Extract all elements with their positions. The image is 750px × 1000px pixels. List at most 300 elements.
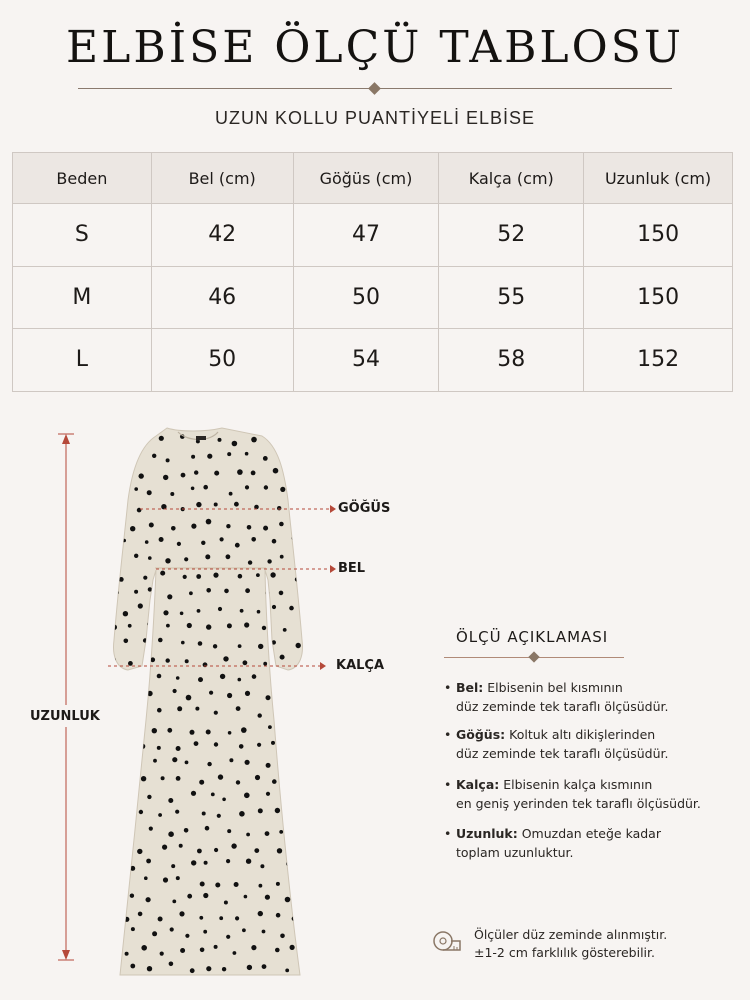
polka-dot xyxy=(265,895,270,900)
polka-dot xyxy=(109,934,113,938)
polka-dot xyxy=(302,624,306,628)
polka-dot xyxy=(214,945,218,949)
polka-dot xyxy=(138,676,143,681)
legend-text: düz zeminde tek taraflı ölçüsüdür. xyxy=(456,746,669,761)
polka-dot xyxy=(186,695,192,701)
polka-dot xyxy=(280,487,285,492)
polka-dot xyxy=(280,555,284,559)
polka-dot xyxy=(297,679,301,683)
cell-waist: 42 xyxy=(151,204,293,267)
polka-dot xyxy=(241,727,247,733)
polka-dot xyxy=(104,503,108,507)
polka-dot xyxy=(305,863,310,868)
polka-dot xyxy=(245,452,249,456)
polka-dot xyxy=(123,611,128,616)
legend-text: Koltuk altı dikişlerinden xyxy=(509,727,656,742)
header-hip: Kalça (cm) xyxy=(439,153,584,204)
polka-dot xyxy=(187,623,192,628)
polka-dot xyxy=(143,576,147,580)
polka-dot xyxy=(165,558,170,563)
polka-dot xyxy=(226,554,231,559)
polka-dot xyxy=(105,644,109,648)
polka-dot xyxy=(272,779,277,784)
polka-dot xyxy=(200,882,205,887)
polka-dot xyxy=(207,762,211,766)
polka-dot xyxy=(279,522,284,527)
polka-dot xyxy=(231,843,236,848)
polka-dot xyxy=(211,793,215,797)
polka-dot xyxy=(242,928,246,932)
polka-dot xyxy=(184,557,188,561)
polka-dot xyxy=(160,571,165,576)
polka-dot xyxy=(245,485,249,489)
cell-size: S xyxy=(13,204,152,267)
polka-dot xyxy=(103,471,107,475)
polka-dot xyxy=(276,913,281,918)
polka-dot xyxy=(158,917,163,922)
polka-dot xyxy=(166,624,170,628)
measuring-tape-icon xyxy=(432,928,462,954)
cell-chest: 54 xyxy=(293,329,439,392)
polka-dot xyxy=(112,900,117,905)
polka-dot xyxy=(268,725,272,729)
polka-dot xyxy=(245,760,250,765)
polka-dot xyxy=(290,880,295,885)
polka-dot xyxy=(214,503,218,507)
legend-text: Elbisenin kalça kısmının xyxy=(503,777,653,792)
note-line-1: Ölçüler düz zeminde alınmıştır. xyxy=(474,927,668,942)
polka-dot xyxy=(175,810,179,814)
polka-dot xyxy=(292,742,297,747)
polka-dot xyxy=(229,758,233,762)
polka-dot xyxy=(206,730,211,735)
polka-dot xyxy=(176,676,180,680)
polka-dot xyxy=(244,895,248,899)
polka-dot xyxy=(254,848,259,853)
cell-size: L xyxy=(13,329,152,392)
polka-dot xyxy=(255,775,260,780)
polka-dot xyxy=(130,964,135,969)
polka-dot xyxy=(206,519,212,525)
polka-dot xyxy=(103,950,108,955)
cell-chest: 50 xyxy=(293,266,439,329)
polka-dot xyxy=(247,965,252,970)
header-chest: Göğüs (cm) xyxy=(293,153,439,204)
polka-dot xyxy=(274,711,278,715)
polka-dot xyxy=(227,693,232,698)
polka-dot xyxy=(111,797,115,801)
polka-dot xyxy=(275,808,280,813)
polka-dot xyxy=(159,537,164,542)
polka-dot xyxy=(244,622,249,627)
polka-dot xyxy=(215,883,220,888)
polka-dot xyxy=(166,658,170,662)
polka-dot xyxy=(203,893,208,898)
polka-dot xyxy=(204,861,208,865)
polka-dot xyxy=(131,927,135,931)
header-size: Beden xyxy=(13,153,152,204)
polka-dot xyxy=(157,746,161,750)
polka-dot xyxy=(104,845,110,851)
polka-dot xyxy=(177,706,182,711)
polka-dot xyxy=(134,554,138,558)
polka-dot xyxy=(185,659,189,663)
cell-hip: 55 xyxy=(439,266,584,329)
polka-dot xyxy=(280,763,284,767)
polka-dot xyxy=(299,487,303,491)
polka-dot xyxy=(271,437,276,442)
legend-text: Omuzdan eteğe kadar xyxy=(521,826,661,841)
dress-shape xyxy=(114,428,303,975)
polka-dot xyxy=(107,914,111,918)
legend-term: Bel: xyxy=(456,680,484,695)
polka-dot xyxy=(132,728,136,732)
chest-label: GÖĞÜS xyxy=(338,501,391,516)
polka-dot xyxy=(128,624,132,628)
polka-dot xyxy=(133,692,137,696)
polka-dot xyxy=(153,759,157,763)
polka-dot xyxy=(107,758,112,763)
polka-dot xyxy=(112,526,117,531)
polka-dot xyxy=(276,676,281,681)
polka-dot xyxy=(226,859,230,863)
polka-dot xyxy=(185,934,189,938)
polka-dot xyxy=(202,812,206,816)
table-row xyxy=(13,329,733,392)
polka-dot xyxy=(147,966,152,971)
polka-dot xyxy=(239,811,245,817)
polka-dot xyxy=(166,458,170,462)
polka-dot xyxy=(181,641,185,645)
polka-dot xyxy=(251,437,257,443)
polka-dot xyxy=(105,812,109,816)
polka-dot xyxy=(149,523,154,528)
polka-dot xyxy=(172,900,176,904)
title-divider-diamond xyxy=(368,82,381,95)
table-header-row xyxy=(13,153,733,204)
polka-dot xyxy=(262,930,266,934)
table-row xyxy=(13,266,733,329)
polka-dot xyxy=(129,760,134,765)
polka-dot xyxy=(272,539,277,544)
polka-dot xyxy=(124,774,128,778)
polka-dot xyxy=(112,625,117,630)
cell-length: 152 xyxy=(584,329,733,392)
polka-dot xyxy=(285,694,289,698)
polka-dot xyxy=(120,437,125,442)
polka-dot xyxy=(191,524,196,529)
polka-dot xyxy=(267,559,271,563)
polka-dot xyxy=(196,502,201,507)
polka-dot xyxy=(260,864,264,868)
polka-dot xyxy=(137,441,142,446)
polka-dot xyxy=(161,776,165,780)
polka-dot xyxy=(217,814,221,818)
polka-dot xyxy=(203,930,207,934)
page-title: ELBİSE ÖLÇÜ TABLOSU xyxy=(66,22,684,73)
polka-dot xyxy=(198,641,203,646)
polka-dot xyxy=(191,487,195,491)
polka-dot xyxy=(251,945,256,950)
polka-dot xyxy=(294,813,299,818)
page-subtitle: UZUN KOLLU PUANTİYELİ ELBİSE xyxy=(214,108,536,128)
polka-dot xyxy=(173,689,177,693)
polka-dot xyxy=(159,436,164,441)
polka-dot xyxy=(235,916,239,920)
polka-dot xyxy=(132,793,136,797)
legend-term: Göğüs: xyxy=(456,727,506,742)
polka-dot xyxy=(158,638,163,643)
waist-label: BEL xyxy=(338,561,366,576)
polka-dot xyxy=(167,594,172,599)
polka-dot xyxy=(128,661,133,666)
polka-dot xyxy=(248,560,252,564)
polka-dot xyxy=(264,485,268,489)
polka-dot xyxy=(124,917,129,922)
polka-dot xyxy=(120,474,124,478)
polka-dot xyxy=(99,673,103,677)
polka-dot xyxy=(122,813,127,818)
polka-dot xyxy=(100,606,104,610)
polka-dot xyxy=(218,607,222,611)
polka-dot xyxy=(207,454,212,459)
polka-dot xyxy=(100,880,106,886)
header-waist: Bel (cm) xyxy=(151,153,293,204)
legend-text: Elbisenin bel kısmının xyxy=(487,680,623,695)
polka-dot xyxy=(199,916,203,920)
polka-dot xyxy=(276,882,280,886)
polka-dot xyxy=(298,592,302,596)
polka-dot xyxy=(177,542,181,546)
cell-size: M xyxy=(13,266,152,329)
polka-dot xyxy=(234,882,239,887)
polka-dot xyxy=(201,541,205,545)
polka-dot xyxy=(245,588,250,593)
polka-dot xyxy=(162,845,167,850)
polka-dot xyxy=(138,603,143,608)
polka-dot xyxy=(238,574,243,579)
polka-dot xyxy=(194,470,198,474)
polka-dot xyxy=(304,963,309,968)
polka-dot xyxy=(296,643,301,648)
polka-dot xyxy=(141,945,147,951)
polka-dot xyxy=(190,968,195,973)
polka-dot xyxy=(199,780,204,785)
size-table xyxy=(12,152,733,392)
header-length: Uzunluk (cm) xyxy=(584,153,733,204)
polka-dot xyxy=(116,455,120,459)
polka-dot xyxy=(205,826,210,831)
polka-dot xyxy=(168,798,173,803)
polka-dot xyxy=(101,573,105,577)
polka-dot xyxy=(234,502,239,507)
polka-dot xyxy=(137,508,142,513)
polka-dot xyxy=(144,876,148,880)
polka-dot xyxy=(263,662,267,666)
polka-dot xyxy=(191,860,196,865)
polka-dot xyxy=(125,846,129,850)
cell-waist: 50 xyxy=(151,329,293,392)
polka-dot xyxy=(239,744,244,749)
polka-dot xyxy=(262,964,267,969)
polka-dot xyxy=(256,573,260,577)
polka-dot xyxy=(283,628,287,632)
polka-dot xyxy=(271,741,275,745)
polka-dot xyxy=(292,475,297,480)
polka-dot xyxy=(112,724,116,728)
polka-dot xyxy=(247,525,252,530)
polka-dot xyxy=(263,456,268,461)
polka-dot xyxy=(190,730,195,735)
polka-dot xyxy=(240,609,244,613)
polka-dot xyxy=(130,894,134,898)
polka-dot xyxy=(160,952,164,956)
polka-dot xyxy=(302,793,306,797)
polka-dot xyxy=(148,556,152,560)
polka-dot xyxy=(169,962,174,967)
polka-dot xyxy=(251,471,256,476)
note xyxy=(474,926,744,962)
polka-dot xyxy=(285,969,289,973)
polka-dot xyxy=(203,485,208,490)
cell-waist: 46 xyxy=(151,266,293,329)
polka-dot xyxy=(184,828,189,833)
polka-dot xyxy=(258,911,263,916)
polka-dot xyxy=(266,695,271,700)
cell-hip: 52 xyxy=(439,204,584,267)
polka-dot xyxy=(163,475,168,480)
polka-dot xyxy=(281,796,286,801)
polka-dot xyxy=(111,829,115,833)
polka-dot xyxy=(257,743,261,747)
polka-dot xyxy=(126,672,130,676)
polka-dot xyxy=(262,626,266,630)
polka-dot xyxy=(121,883,126,888)
cell-hip: 58 xyxy=(439,329,584,392)
polka-dot xyxy=(279,830,283,834)
polka-dot xyxy=(171,864,175,868)
polka-dot xyxy=(280,655,285,660)
polka-dot xyxy=(189,591,193,595)
polka-dot xyxy=(168,831,174,837)
polka-dot xyxy=(130,526,135,531)
polka-dot xyxy=(209,691,213,695)
polka-dot xyxy=(270,572,275,577)
polka-dot xyxy=(180,612,184,616)
polka-dot xyxy=(232,441,238,447)
polka-dot xyxy=(306,524,310,528)
polka-dot xyxy=(286,453,290,457)
polka-dot xyxy=(277,848,282,853)
legend-item-length: • Uzunluk: Omuzdan eteğe kadar toplam uzunluktur. xyxy=(444,824,704,862)
polka-dot xyxy=(128,832,132,836)
legend-text: toplam uzunluktur. xyxy=(456,845,574,860)
polka-dot xyxy=(218,774,223,779)
polka-dot xyxy=(181,473,186,478)
polka-dot xyxy=(220,674,225,679)
polka-dot xyxy=(171,526,176,531)
legend-term: Uzunluk: xyxy=(456,826,518,841)
legend-term: Kalça: xyxy=(456,777,500,792)
legend-title: ÖLÇÜ AÇIKLAMASI xyxy=(456,628,609,646)
polka-dot xyxy=(296,848,300,852)
cell-length: 150 xyxy=(584,266,733,329)
polka-dot xyxy=(179,844,183,848)
polka-dot xyxy=(252,674,257,679)
polka-dot xyxy=(145,540,149,544)
polka-dot xyxy=(246,833,250,837)
polka-dot xyxy=(273,468,279,474)
legend-text: düz zeminde tek taraflı ölçüsüdür. xyxy=(456,699,669,714)
polka-dot xyxy=(303,557,309,563)
polka-dot xyxy=(233,951,237,955)
polka-dot xyxy=(191,455,195,459)
polka-dot xyxy=(246,859,251,864)
polka-dot xyxy=(227,829,231,833)
polka-dot xyxy=(116,967,120,971)
polka-dot xyxy=(147,795,151,799)
cell-length: 150 xyxy=(584,204,733,267)
polka-dot xyxy=(176,876,180,880)
polka-dot xyxy=(227,623,232,628)
polka-dot xyxy=(237,469,243,475)
polka-dot xyxy=(194,741,199,746)
polka-dot xyxy=(183,575,187,579)
polka-dot xyxy=(104,537,108,541)
polka-dot xyxy=(139,810,143,814)
polka-dot xyxy=(191,791,196,796)
polka-dot xyxy=(223,656,228,661)
polka-dot xyxy=(109,694,113,698)
polka-dot xyxy=(214,471,219,476)
polka-dot xyxy=(170,492,174,496)
polka-dot xyxy=(296,710,300,714)
polka-dot xyxy=(195,707,199,711)
polka-dot xyxy=(266,763,271,768)
polka-dot xyxy=(258,713,262,717)
polka-dot xyxy=(104,781,108,785)
polka-dot xyxy=(134,487,138,491)
polka-dot xyxy=(258,644,263,649)
polka-dot xyxy=(305,761,311,767)
polka-dot xyxy=(170,927,174,931)
cell-chest: 47 xyxy=(293,204,439,267)
note-line-2: ±1-2 cm farklılık gösterebilir. xyxy=(474,945,655,960)
polka-dot xyxy=(172,757,177,762)
polka-dot xyxy=(152,728,157,733)
polka-dot xyxy=(266,792,270,796)
polka-dot xyxy=(152,931,157,936)
polka-dot xyxy=(219,916,223,920)
polka-dot xyxy=(272,605,276,609)
polka-dot xyxy=(114,556,119,561)
polka-dot xyxy=(238,644,242,648)
polka-dot xyxy=(259,884,263,888)
polka-dot xyxy=(137,849,142,854)
legend-divider-diamond xyxy=(528,651,539,662)
polka-dot xyxy=(103,439,107,443)
polka-dot xyxy=(111,485,116,490)
polka-dot xyxy=(222,967,226,971)
polka-dot xyxy=(157,674,162,679)
polka-dot xyxy=(218,438,222,442)
polka-dot xyxy=(305,660,309,664)
polka-dot xyxy=(226,524,230,528)
polka-dot xyxy=(167,728,172,733)
polka-dot xyxy=(143,638,147,642)
polka-dot xyxy=(229,492,233,496)
polka-dot xyxy=(280,934,285,939)
